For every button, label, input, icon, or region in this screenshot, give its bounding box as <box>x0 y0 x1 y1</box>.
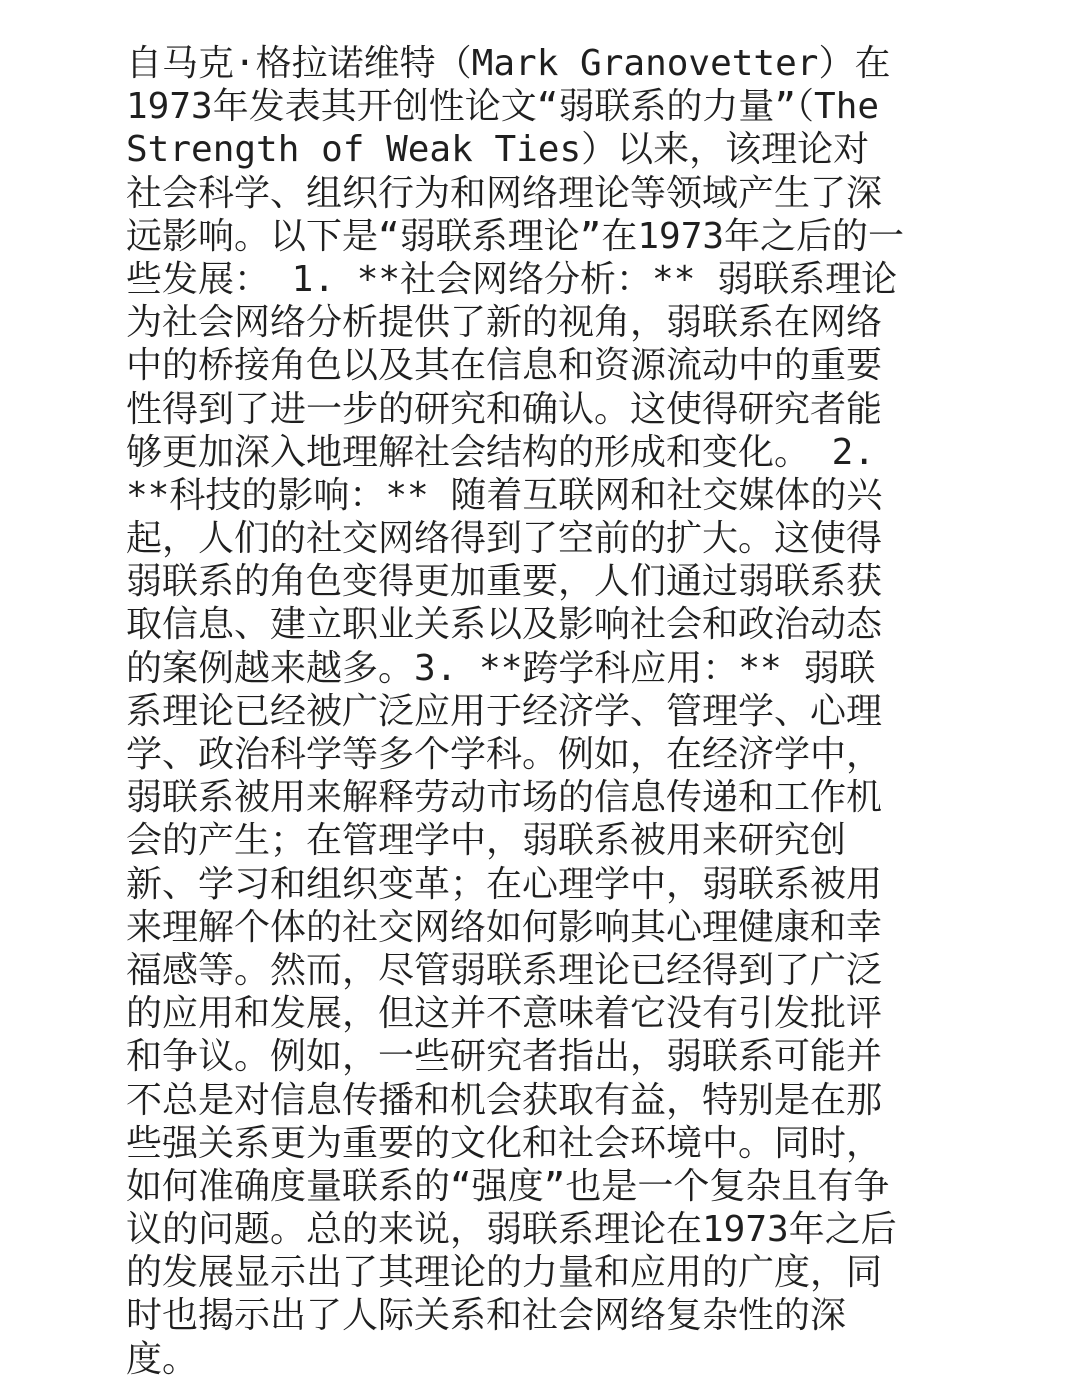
text-line: 取信息、建立职业关系以及影响社会和政治动态 <box>126 604 883 646</box>
article-text <box>126 42 956 1381</box>
text-line: 的应用和发展，但这并不意味着它没有引发批评 <box>126 993 883 1035</box>
text-line: 弱联系被用来解释劳动市场的信息传递和工作机 <box>126 777 883 819</box>
text-line: 议的问题。总的来说，弱联系理论在1973年之后 <box>126 1209 897 1251</box>
text-line: 起，人们的社交网络得到了空前的扩大。这使得 <box>126 518 883 560</box>
text-line: 福感等。然而，尽管弱联系理论已经得到了广泛 <box>126 949 883 991</box>
text-line: 和争议。例如，一些研究者指出，弱联系可能并 <box>126 1036 883 1078</box>
text-line: 些强关系更为重要的文化和社会环境中。同时， <box>126 1122 883 1164</box>
text-line: 为社会网络分析提供了新的视角，弱联系在网络 <box>126 302 883 344</box>
text-line: **科技的影响：** 随着互联网和社交媒体的兴 <box>126 474 883 516</box>
text-line: 来理解个体的社交网络如何影响其心理健康和幸 <box>126 906 883 948</box>
text-line: 时也揭示出了人际关系和社会网络复杂性的深 <box>126 1295 847 1337</box>
text-line: 中的桥接角色以及其在信息和资源流动中的重要 <box>126 345 883 387</box>
text-line: Strength of Weak Ties）以来，该理论对 <box>126 129 870 171</box>
text-line: 社会科学、组织行为和网络理论等领域产生了深 <box>126 172 883 214</box>
text-line: 够更加深入地理解社会结构的形成和变化。 2. <box>126 431 876 473</box>
text-line: 不总是对信息传播和机会获取有益，特别是在那 <box>126 1079 883 1121</box>
text-line: 会的产生；在管理学中，弱联系被用来研究创 <box>126 820 847 862</box>
text-line: 弱联系的角色变得更加重要，人们通过弱联系获 <box>126 561 883 603</box>
text-line: 远影响。以下是“弱联系理论”在1973年之后的一 <box>126 215 905 257</box>
text-line: 些发展： 1. **社会网络分析：** 弱联系理论 <box>126 258 898 300</box>
text-line: 度。 <box>126 1338 199 1380</box>
text-line: 的案例越来越多。3. **跨学科应用：** 弱联 <box>126 647 876 689</box>
text-line: 如何准确度量联系的“强度”也是一个复杂且有争 <box>126 1165 890 1207</box>
text-line: 系理论已经被广泛应用于经济学、管理学、心理 <box>126 690 883 732</box>
text-line: 新、学习和组织变革；在心理学中，弱联系被用 <box>126 863 883 905</box>
text-line: 性得到了进一步的研究和确认。这使得研究者能 <box>126 388 883 430</box>
text-line: 学、政治科学等多个学科。例如，在经济学中， <box>126 734 883 775</box>
text-line: 的发展显示出了其理论的力量和应用的广度，同 <box>126 1252 883 1294</box>
text-line: 自马克·格拉诺维特（Mark Granovetter）在 <box>126 43 891 84</box>
text-line: 1973年发表其开创性论文“弱联系的力量”（The <box>126 86 880 128</box>
